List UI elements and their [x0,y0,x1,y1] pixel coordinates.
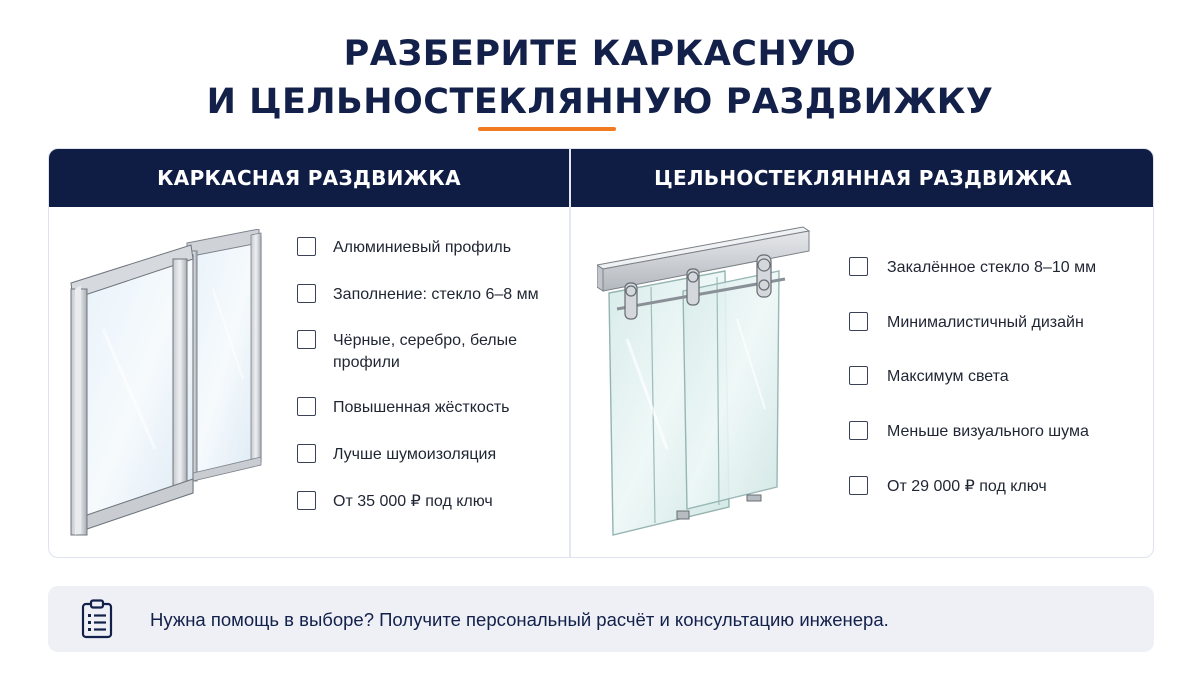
list-item [849,312,1084,334]
list-item [297,491,493,513]
page-title-line-2: И ЦЕЛЬНОСТЕКЛЯННУЮ РАЗДВИЖКУ [206,82,994,122]
feature-label: От 35 000 ₽ под ключ [333,493,493,510]
list-item [297,284,539,306]
framed-sliding-door-illustration [63,229,263,539]
feature-checkbox[interactable] [849,312,868,331]
feature-label: Меньше визуального шума [887,423,1089,440]
list-item [849,421,1089,443]
feature-checkbox[interactable] [297,397,316,416]
feature-checkbox[interactable] [849,366,868,385]
help-banner[interactable] [48,586,1154,652]
framed-column [49,149,569,557]
feature-checkbox[interactable] [849,257,868,276]
feature-checkbox[interactable] [297,491,316,510]
page-title-line-1: РАЗБЕРИТЕ КАРКАСНУЮ [343,34,857,74]
list-item [297,444,496,466]
feature-checkbox[interactable] [297,330,316,349]
feature-label: Закалённое стекло 8–10 мм [887,259,1097,276]
list-item [297,330,533,374]
clipboard-list-icon [80,599,114,639]
list-item [297,397,509,419]
comparison-card [48,148,1154,558]
framed-column-header: КАРКАСНАЯ РАЗДВИЖКА [49,149,569,207]
feature-label: Чёрные, серебро, белые профили [333,332,518,371]
feature-label: Минималистичный дизайн [887,314,1084,331]
feature-label: Повышенная жёсткость [333,399,510,416]
frameless-column-header: ЦЕЛЬНОСТЕКЛЯННАЯ РАЗДВИЖКА [571,149,1154,207]
feature-checkbox[interactable] [297,284,316,303]
feature-label: Максимум света [887,368,1009,385]
feature-label: Лучше шумоизоляция [333,446,497,463]
list-item [849,366,1009,388]
feature-label: Заполнение: стекло 6–8 мм [333,286,539,303]
page-title [0,30,1200,126]
list-item [849,257,1096,279]
list-item [297,237,511,259]
feature-checkbox[interactable] [849,421,868,440]
title-accent-underline [478,127,616,131]
feature-label: Алюминиевый профиль [333,239,512,256]
feature-checkbox[interactable] [297,237,316,256]
list-item [849,476,1047,498]
feature-label: От 29 000 ₽ под ключ [887,478,1047,495]
feature-checkbox[interactable] [849,476,868,495]
feature-checkbox[interactable] [297,444,316,463]
frameless-column [571,149,1154,557]
frameless-glass-door-illustration [597,219,837,549]
help-text: Нужна помощь в выборе? Получите персональный расчёт и консультацию инженера. [150,609,889,630]
